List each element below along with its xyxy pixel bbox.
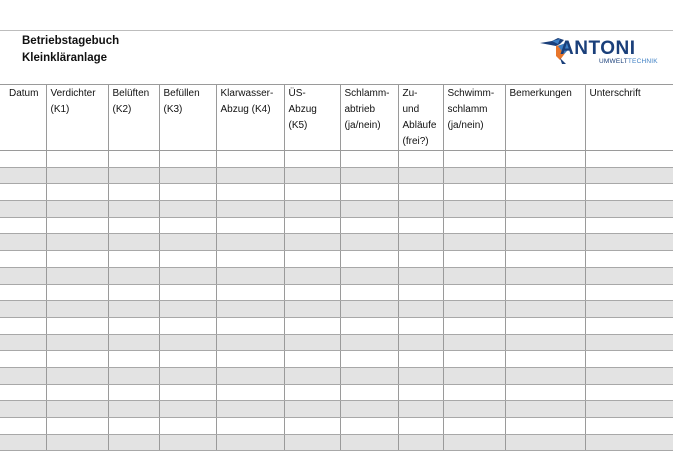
table-cell[interactable] — [0, 434, 46, 451]
table-cell[interactable] — [159, 367, 216, 384]
table-cell[interactable] — [585, 167, 673, 184]
table-cell[interactable] — [0, 234, 46, 251]
table-cell[interactable] — [585, 301, 673, 318]
table-cell[interactable] — [340, 401, 398, 418]
table-cell[interactable] — [108, 217, 159, 234]
table-cell[interactable] — [0, 401, 46, 418]
col-header-befuellen: Befüllen (K3) — [159, 85, 216, 151]
log-table — [0, 84, 673, 451]
table-cell[interactable] — [46, 334, 108, 351]
table-cell[interactable] — [46, 217, 108, 234]
table-cell[interactable] — [505, 384, 585, 401]
table-cell[interactable] — [108, 317, 159, 334]
table-cell[interactable] — [159, 418, 216, 435]
table-cell[interactable] — [159, 184, 216, 201]
table-cell[interactable] — [585, 434, 673, 451]
table-cell[interactable] — [340, 351, 398, 368]
table-cell[interactable] — [284, 217, 340, 234]
table-cell[interactable] — [216, 434, 284, 451]
table-cell[interactable] — [505, 301, 585, 318]
table-cell[interactable] — [340, 367, 398, 384]
table-cell[interactable] — [216, 401, 284, 418]
table-cell[interactable] — [443, 301, 505, 318]
table-cell[interactable] — [585, 418, 673, 435]
table-row — [0, 284, 673, 301]
table-cell[interactable] — [585, 351, 673, 368]
table-cell[interactable] — [216, 201, 284, 218]
table-cell[interactable] — [284, 267, 340, 284]
table-cell[interactable] — [443, 167, 505, 184]
table-cell[interactable] — [398, 284, 443, 301]
log-table-body — [0, 151, 673, 451]
table-cell[interactable] — [46, 384, 108, 401]
table-row — [0, 201, 673, 218]
table-cell[interactable] — [398, 301, 443, 318]
table-cell[interactable] — [505, 317, 585, 334]
title-line-1: Betriebstagebuch — [22, 35, 120, 47]
table-cell[interactable] — [505, 201, 585, 218]
table-cell[interactable] — [443, 317, 505, 334]
table-cell[interactable] — [0, 167, 46, 184]
table-cell[interactable] — [585, 184, 673, 201]
table-cell[interactable] — [108, 301, 159, 318]
table-cell[interactable] — [216, 151, 284, 168]
table-cell[interactable] — [443, 201, 505, 218]
table-cell[interactable] — [340, 384, 398, 401]
table-cell[interactable] — [0, 184, 46, 201]
table-cell[interactable] — [216, 167, 284, 184]
table-cell[interactable] — [216, 367, 284, 384]
table-cell[interactable] — [46, 367, 108, 384]
table-cell[interactable] — [443, 434, 505, 451]
table-cell[interactable] — [159, 317, 216, 334]
table-cell[interactable] — [340, 301, 398, 318]
table-cell[interactable] — [585, 384, 673, 401]
col-header-zu-ablaeufe: Zu- und Abläufe (frei?) — [398, 85, 443, 151]
table-cell[interactable] — [284, 384, 340, 401]
col-header-schlammabtrieb: Schlamm- abtrieb (ja/nein) — [340, 85, 398, 151]
table-cell[interactable] — [398, 401, 443, 418]
table-cell[interactable] — [443, 184, 505, 201]
table-cell[interactable] — [284, 301, 340, 318]
table-row — [0, 301, 673, 318]
table-row — [0, 401, 673, 418]
table-cell[interactable] — [585, 401, 673, 418]
table-cell[interactable] — [0, 367, 46, 384]
table-cell[interactable] — [398, 167, 443, 184]
logo-subtitle-part2: TECHNIK — [627, 58, 658, 65]
table-cell[interactable] — [398, 251, 443, 268]
table-cell[interactable] — [505, 434, 585, 451]
table-cell[interactable] — [505, 167, 585, 184]
table-row — [0, 251, 673, 268]
table-cell[interactable] — [216, 184, 284, 201]
table-cell[interactable] — [159, 251, 216, 268]
table-cell[interactable] — [108, 384, 159, 401]
table-cell[interactable] — [585, 284, 673, 301]
logo-subtitle — [599, 58, 658, 65]
table-cell[interactable] — [585, 317, 673, 334]
col-header-verdichter: Verdichter (K1) — [46, 85, 108, 151]
table-cell[interactable] — [159, 401, 216, 418]
table-cell[interactable] — [216, 317, 284, 334]
col-header-bemerkungen: Bemerkungen — [505, 85, 585, 151]
table-row — [0, 151, 673, 168]
table-cell[interactable] — [398, 201, 443, 218]
table-row — [0, 184, 673, 201]
table-cell[interactable] — [46, 151, 108, 168]
table-cell[interactable] — [216, 351, 284, 368]
table-cell[interactable] — [505, 334, 585, 351]
table-cell[interactable] — [398, 418, 443, 435]
table-cell[interactable] — [108, 434, 159, 451]
table-cell[interactable] — [284, 351, 340, 368]
table-cell[interactable] — [443, 384, 505, 401]
table-cell[interactable] — [505, 251, 585, 268]
table-row — [0, 334, 673, 351]
table-cell[interactable] — [505, 184, 585, 201]
table-cell[interactable] — [340, 201, 398, 218]
table-cell[interactable] — [46, 401, 108, 418]
table-row — [0, 351, 673, 368]
table-cell[interactable] — [398, 351, 443, 368]
table-cell[interactable] — [443, 401, 505, 418]
table-cell[interactable] — [340, 434, 398, 451]
table-cell[interactable] — [505, 401, 585, 418]
table-cell[interactable] — [443, 234, 505, 251]
table-cell[interactable] — [0, 351, 46, 368]
table-cell[interactable] — [398, 384, 443, 401]
top-rule — [0, 30, 673, 31]
table-cell[interactable] — [340, 217, 398, 234]
table-cell[interactable] — [284, 317, 340, 334]
table-cell[interactable] — [585, 367, 673, 384]
table-cell[interactable] — [443, 267, 505, 284]
table-cell[interactable] — [340, 251, 398, 268]
table-cell[interactable] — [108, 251, 159, 268]
table-cell[interactable] — [284, 401, 340, 418]
table-cell[interactable] — [505, 284, 585, 301]
table-cell[interactable] — [284, 201, 340, 218]
table-cell[interactable] — [108, 267, 159, 284]
table-cell[interactable] — [585, 334, 673, 351]
table-cell[interactable] — [46, 184, 108, 201]
table-cell[interactable] — [505, 367, 585, 384]
table-cell[interactable] — [46, 418, 108, 435]
table-cell[interactable] — [159, 234, 216, 251]
table-cell[interactable] — [284, 434, 340, 451]
table-cell[interactable] — [284, 167, 340, 184]
table-cell[interactable] — [585, 217, 673, 234]
table-cell[interactable] — [505, 351, 585, 368]
table-cell[interactable] — [46, 351, 108, 368]
table-cell[interactable] — [46, 167, 108, 184]
table-cell[interactable] — [0, 418, 46, 435]
table-cell[interactable] — [505, 151, 585, 168]
table-cell[interactable] — [340, 284, 398, 301]
col-header-datum: Datum — [0, 85, 46, 151]
table-cell[interactable] — [0, 284, 46, 301]
table-cell[interactable] — [505, 267, 585, 284]
table-cell[interactable] — [443, 334, 505, 351]
table-row — [0, 384, 673, 401]
table-cell[interactable] — [108, 367, 159, 384]
table-cell[interactable] — [159, 351, 216, 368]
table-cell[interactable] — [398, 184, 443, 201]
table-cell[interactable] — [108, 201, 159, 218]
table-cell[interactable] — [585, 201, 673, 218]
table-cell[interactable] — [46, 284, 108, 301]
table-cell[interactable] — [216, 234, 284, 251]
table-cell[interactable] — [340, 234, 398, 251]
table-cell[interactable] — [398, 367, 443, 384]
table-cell[interactable] — [108, 234, 159, 251]
table-cell[interactable] — [46, 234, 108, 251]
table-cell[interactable] — [284, 151, 340, 168]
table-cell[interactable] — [159, 284, 216, 301]
document-title — [22, 33, 119, 67]
table-row — [0, 434, 673, 451]
table-row — [0, 217, 673, 234]
table-cell[interactable] — [585, 234, 673, 251]
table-cell[interactable] — [505, 234, 585, 251]
table-cell[interactable] — [398, 317, 443, 334]
table-cell[interactable] — [398, 217, 443, 234]
table-cell[interactable] — [0, 317, 46, 334]
table-cell[interactable] — [159, 217, 216, 234]
table-cell[interactable] — [159, 267, 216, 284]
table-cell[interactable] — [216, 418, 284, 435]
table-cell[interactable] — [284, 234, 340, 251]
table-cell[interactable] — [340, 334, 398, 351]
table-cell[interactable] — [216, 334, 284, 351]
table-cell[interactable] — [398, 267, 443, 284]
company-logo — [538, 34, 658, 68]
table-cell[interactable] — [108, 418, 159, 435]
table-cell[interactable] — [216, 384, 284, 401]
table-cell[interactable] — [216, 284, 284, 301]
table-cell[interactable] — [585, 267, 673, 284]
table-cell[interactable] — [216, 267, 284, 284]
table-cell[interactable] — [216, 301, 284, 318]
logo-subtitle-part1: UMWELT — [599, 58, 628, 65]
table-cell[interactable] — [340, 267, 398, 284]
table-cell[interactable] — [108, 351, 159, 368]
table-cell[interactable] — [443, 418, 505, 435]
table-cell[interactable] — [398, 334, 443, 351]
table-cell[interactable] — [0, 301, 46, 318]
table-cell[interactable] — [159, 434, 216, 451]
table-cell[interactable] — [159, 384, 216, 401]
table-cell[interactable] — [340, 167, 398, 184]
table-cell[interactable] — [398, 434, 443, 451]
table-cell[interactable] — [284, 367, 340, 384]
table-cell[interactable] — [159, 167, 216, 184]
table-cell[interactable] — [0, 217, 46, 234]
table-cell[interactable] — [284, 251, 340, 268]
table-cell[interactable] — [284, 418, 340, 435]
table-cell[interactable] — [216, 251, 284, 268]
table-row — [0, 267, 673, 284]
col-header-unterschrift: Unterschrift — [585, 85, 673, 151]
table-cell[interactable] — [108, 334, 159, 351]
table-cell[interactable] — [159, 301, 216, 318]
table-cell[interactable] — [46, 317, 108, 334]
table-cell[interactable] — [46, 434, 108, 451]
table-cell[interactable] — [108, 401, 159, 418]
table-cell[interactable] — [340, 151, 398, 168]
table-cell[interactable] — [159, 334, 216, 351]
table-cell[interactable] — [443, 151, 505, 168]
table-cell[interactable] — [108, 284, 159, 301]
table-cell[interactable] — [284, 284, 340, 301]
title-line-2: Kleinkläranlage — [22, 52, 108, 64]
table-cell[interactable] — [0, 201, 46, 218]
table-cell[interactable] — [398, 151, 443, 168]
table-cell[interactable] — [443, 217, 505, 234]
table-row — [0, 418, 673, 435]
table-cell[interactable] — [159, 151, 216, 168]
col-header-klarwasser: Klarwasser- Abzug (K4) — [216, 85, 284, 151]
table-cell[interactable] — [108, 167, 159, 184]
table-row — [0, 367, 673, 384]
table-row — [0, 234, 673, 251]
table-cell[interactable] — [0, 251, 46, 268]
table-cell[interactable] — [46, 251, 108, 268]
col-header-schwimmschlamm: Schwimm- schlamm (ja/nein) — [443, 85, 505, 151]
table-cell[interactable] — [46, 301, 108, 318]
table-cell[interactable] — [585, 151, 673, 168]
table-cell[interactable] — [284, 334, 340, 351]
table-cell[interactable] — [108, 184, 159, 201]
table-cell[interactable] — [398, 234, 443, 251]
table-cell[interactable] — [46, 201, 108, 218]
table-cell[interactable] — [505, 217, 585, 234]
logo-brand-text: ANTONI — [560, 38, 636, 59]
table-cell[interactable] — [585, 251, 673, 268]
table-cell[interactable] — [340, 184, 398, 201]
table-cell[interactable] — [443, 367, 505, 384]
table-cell[interactable] — [443, 251, 505, 268]
table-cell[interactable] — [505, 418, 585, 435]
table-cell[interactable] — [340, 418, 398, 435]
table-row — [0, 167, 673, 184]
table-cell[interactable] — [0, 384, 46, 401]
table-row — [0, 317, 673, 334]
table-cell[interactable] — [284, 184, 340, 201]
table-cell[interactable] — [0, 151, 46, 168]
table-cell[interactable] — [0, 267, 46, 284]
col-header-us-abzug: ÜS- Abzug (K5) — [284, 85, 340, 151]
table-cell[interactable] — [108, 151, 159, 168]
table-cell[interactable] — [159, 201, 216, 218]
table-cell[interactable] — [46, 267, 108, 284]
table-cell[interactable] — [0, 334, 46, 351]
table-cell[interactable] — [340, 317, 398, 334]
table-header-row — [0, 85, 673, 151]
table-cell[interactable] — [443, 351, 505, 368]
table-cell[interactable] — [443, 284, 505, 301]
col-header-belueften: Belüften (K2) — [108, 85, 159, 151]
table-cell[interactable] — [216, 217, 284, 234]
